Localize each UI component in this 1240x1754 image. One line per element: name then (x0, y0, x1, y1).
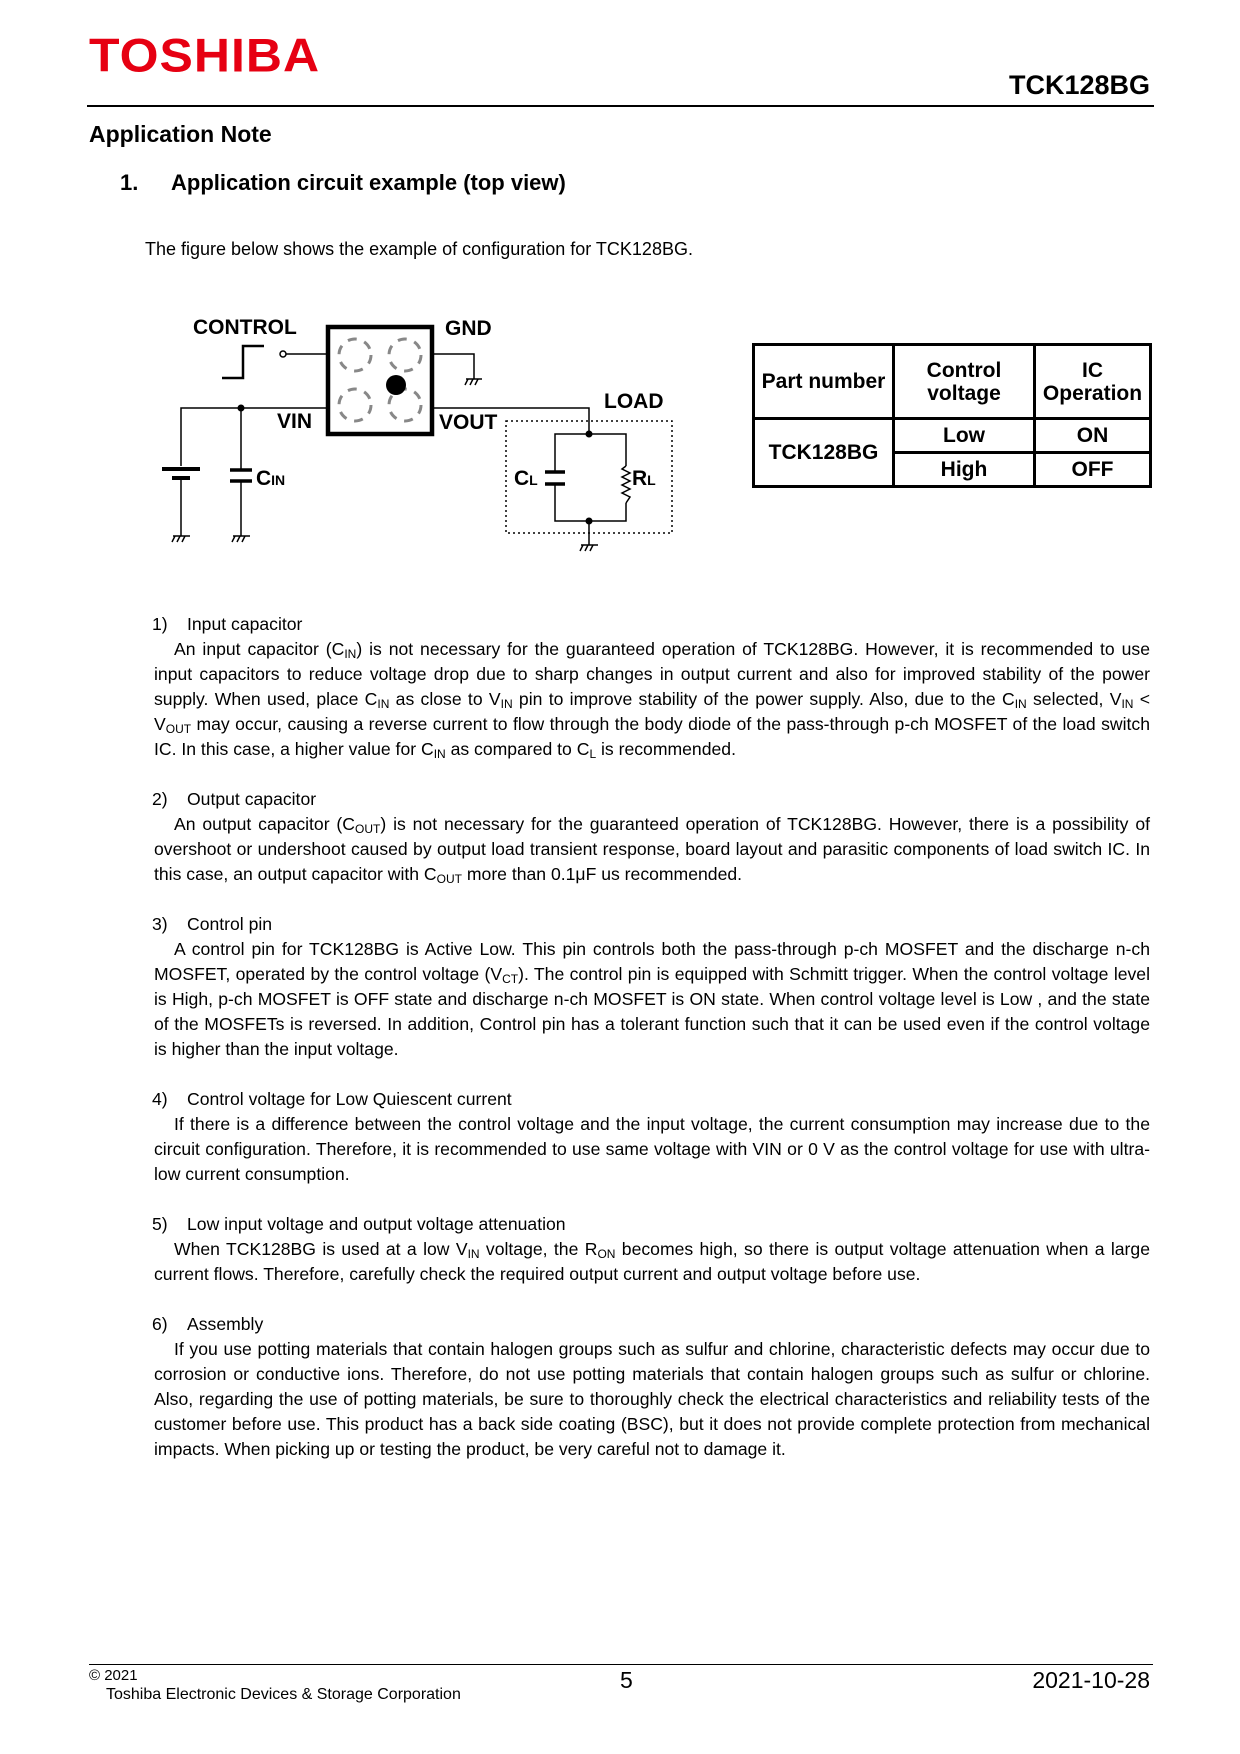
label-vout: VOUT (439, 411, 498, 434)
text-run: more than 0.1μF us recommended. (461, 864, 743, 884)
text-run: voltage, the R (479, 1239, 598, 1259)
footer-divider (89, 1664, 1153, 1665)
text-run: as compared to C (445, 739, 590, 759)
note-title: Control voltage for Low Quiescent current (187, 1089, 512, 1109)
note-item (154, 1087, 1150, 1187)
text-run: pin to improve stability of the power supply. Also, due to the C (512, 689, 1015, 709)
subscript: ON (597, 1247, 616, 1261)
ground-symbols (172, 379, 598, 551)
footer-company: Toshiba Electronic Devices & Storage Corporation (106, 1686, 461, 1703)
text-run: is recommended. (596, 739, 736, 759)
subscript: IN (344, 647, 357, 661)
note-heading (152, 912, 1150, 937)
note-heading (152, 1212, 1150, 1237)
text-run: ) is not necessary for the guaranteed operation of TCK128BG. However, it is recommended to use input capacitors to reduce voltage drop due to sharp changes in output current and also for improved stability of the power supply. When used, place C (154, 639, 1150, 709)
note-paragraph (154, 637, 1150, 762)
subscript: OUT (165, 722, 192, 736)
circuit-diagram (0, 0, 700, 560)
cell-part: TCK128BG (754, 419, 894, 487)
text-run: If there is a difference between the control voltage and the input voltage, the current consumption may increase due to the circuit configuration. Therefore, it is recommended to use same voltage with VIN or 0 V as the control voltage for use with ultra-low current consumption. (154, 1114, 1150, 1184)
text-run: as close to V (389, 689, 501, 709)
footer-date: 2021-10-28 (1032, 1667, 1150, 1693)
text-run: ) is not necessary for the guaranteed operation of TCK128BG. However, there is a possibility of overshoot or undershoot caused by output load transient response, board layout and parasitic components of load switch IC. In this case, an output capacitor with C (154, 814, 1150, 884)
label-load: LOAD (604, 390, 664, 413)
load-resistor (622, 466, 630, 503)
note-item (154, 612, 1150, 762)
note-heading (152, 787, 1150, 812)
text-run: ). The control pin is equipped with Schmitt trigger. When the control voltage level is High, p-ch MOSFET is OFF state and discharge n-ch MOSFET is ON state. When control voltage level is Low , and the state of the MOSFETs is reversed. In addition, Control pin has a tolerant function such that it can be used even if the control voltage is higher than the input voltage. (154, 964, 1151, 1059)
note-paragraph (154, 1237, 1150, 1287)
label-cin: CIN (256, 467, 286, 490)
note-title: Output capacitor (187, 789, 317, 809)
header-part-number: Part number (754, 345, 894, 419)
subscript: IN (433, 747, 446, 761)
header-control-voltage: Control voltage (894, 345, 1035, 419)
text-run: An input capacitor (C (174, 639, 345, 659)
note-paragraph (154, 1112, 1150, 1187)
subscript: OUT (436, 872, 462, 886)
page-number: 5 (620, 1667, 633, 1693)
note-number: 1) (152, 614, 168, 634)
text-run: If you use potting materials that contain halogen groups such as sulfur and chlorine, characteristic defects may occur due to corrosion or conductive ions. Therefore, do not use potting materials that contain halogen groups such as sulfur or chlorine. Also, regarding the use of potting materials, be sure to thoroughly check the electrical characteristics and reliability tests of the customer before use. This product has a back side coating (BSC), but it does not provide complete protection from mechanical impacts. When picking up or testing the product, be very careful not to damage it. (154, 1339, 1150, 1459)
cell-operation: OFF (1035, 453, 1151, 487)
note-number: 4) (152, 1089, 168, 1109)
text-run: When TCK128BG is used at a low V (174, 1239, 468, 1259)
header-ic-operation: IC Operation (1035, 345, 1151, 419)
note-number: 2) (152, 789, 168, 809)
note-number: 6) (152, 1314, 168, 1334)
text-run: becomes high, so there is output voltage attenuation when a large current flows. Therefore, carefully check the required output current and output voltage before use. (154, 1239, 1150, 1284)
notes-list (154, 612, 1150, 1487)
note-number: 5) (152, 1214, 168, 1234)
subscript: OUT (355, 822, 381, 836)
subscript: IN (1121, 697, 1134, 711)
subscript: CT (502, 972, 519, 986)
note-item (154, 787, 1150, 887)
label-rl: RL (632, 467, 656, 490)
note-item (154, 912, 1150, 1062)
footer-copyright: © 2021 (89, 1667, 138, 1684)
note-item (154, 1212, 1150, 1287)
note-item (154, 1312, 1150, 1462)
control-logic-table (752, 343, 1152, 488)
note-number: 3) (152, 914, 168, 934)
subscript: IN (1014, 697, 1027, 711)
text-run: An output capacitor (C (174, 814, 355, 834)
toshiba-logo: TOSHIBA (89, 28, 321, 83)
section-number: 1. (120, 170, 139, 195)
label-gnd: GND (445, 317, 492, 340)
cell-voltage: High (894, 453, 1035, 487)
note-paragraph (154, 812, 1150, 887)
text-run: A control pin for TCK128BG is Active Low. This pin controls both the pass-through p-ch MOSFET and the discharge n-ch MOSFET, operated by the control voltage (V (154, 939, 1150, 984)
intro-text: The figure below shows the example of configuration for TCK128BG. (145, 239, 693, 259)
note-title: Low input voltage and output voltage attenuation (187, 1214, 566, 1234)
label-control: CONTROL (193, 316, 297, 339)
note-heading (152, 612, 1150, 637)
control-step-signal (222, 346, 264, 378)
page-title: Application Note (89, 121, 272, 147)
note-title: Input capacitor (187, 614, 303, 634)
cell-operation: ON (1035, 419, 1151, 453)
text-run: < V (154, 689, 1151, 734)
note-heading (152, 1087, 1150, 1112)
note-title: Control pin (187, 914, 273, 934)
label-cl: CL (514, 467, 538, 490)
note-title: Assembly (187, 1314, 264, 1334)
note-paragraph (154, 1337, 1150, 1462)
label-vin: VIN (277, 410, 313, 433)
ic-balls (339, 339, 421, 421)
text-run: may occur, causing a reverse current to flow through the body diode of the pass-through p-ch MOSFET of the load switch IC. In this case, a higher value for C (154, 714, 1150, 759)
note-heading (152, 1312, 1150, 1337)
pin1-marker (386, 375, 406, 395)
subscript: L (589, 747, 597, 761)
section-title: Application circuit example (top view) (171, 170, 566, 195)
part-number-header: TCK128BG (1008, 70, 1150, 100)
text-run: selected, V (1026, 689, 1122, 709)
subscript: IN (500, 697, 513, 711)
subscript: IN (467, 1247, 480, 1261)
subscript: IN (377, 697, 390, 711)
note-paragraph (154, 937, 1150, 1062)
cell-voltage: Low (894, 419, 1035, 453)
